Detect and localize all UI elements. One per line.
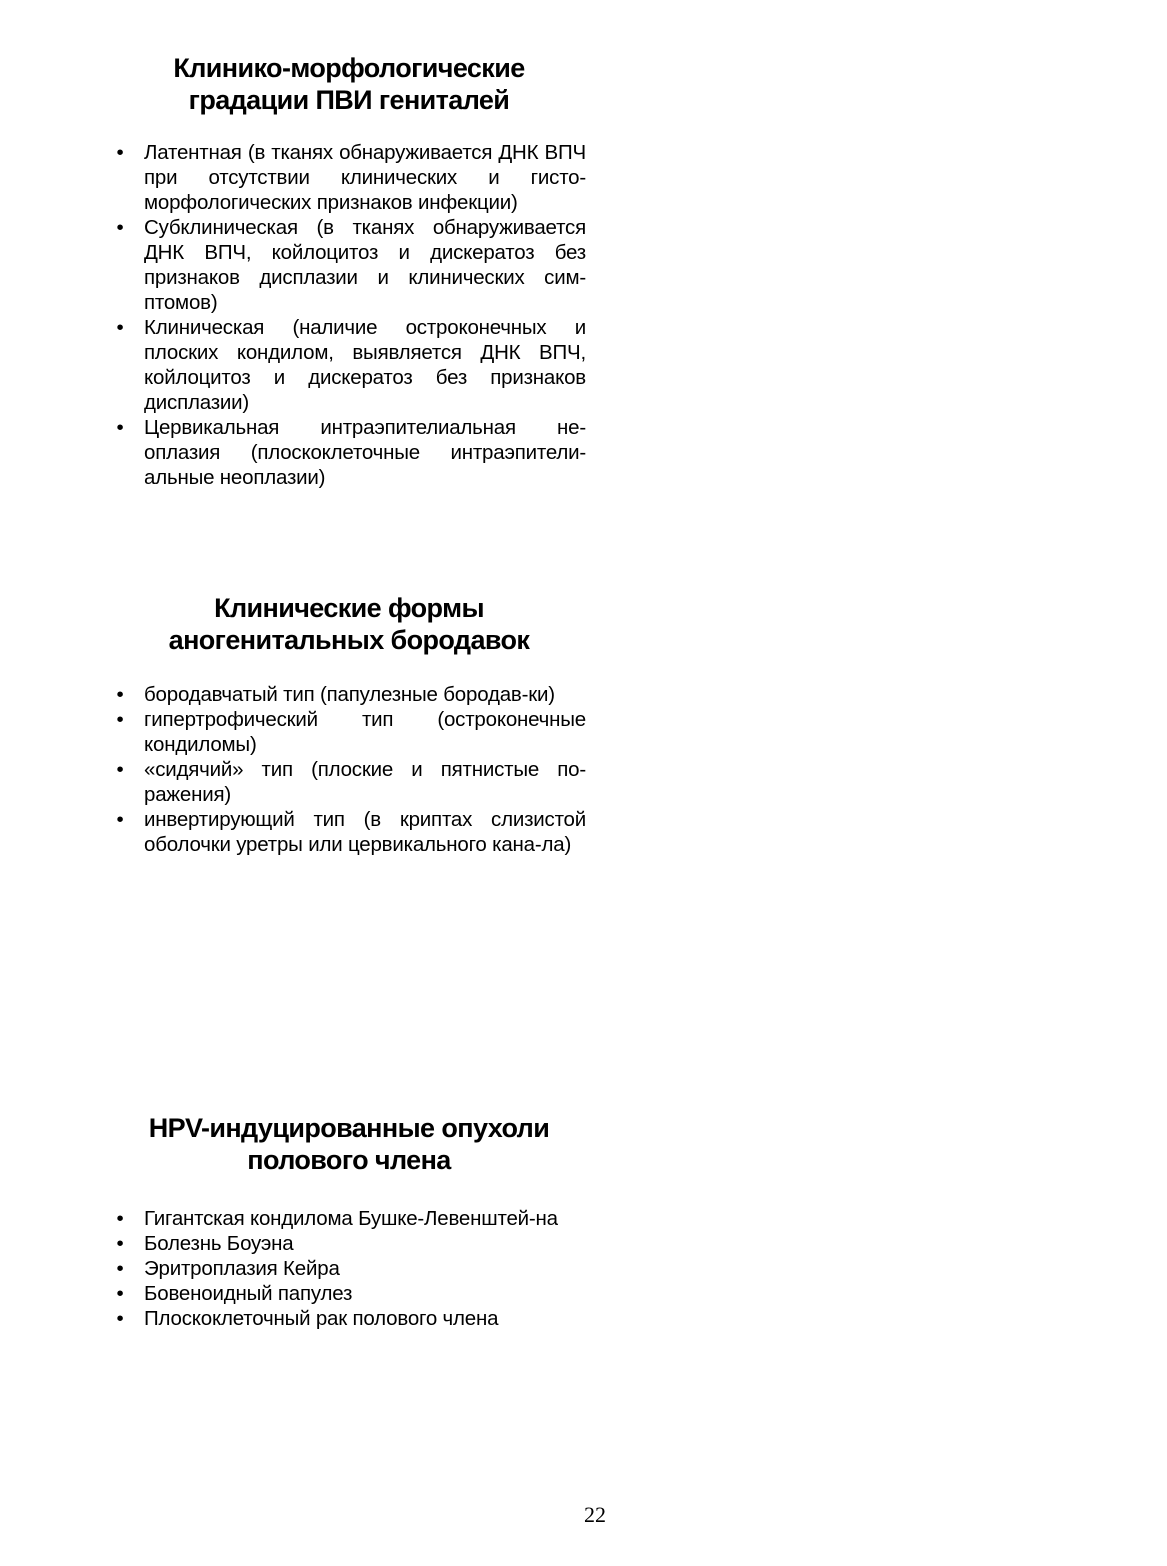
list-item bbox=[112, 315, 586, 415]
section-clinical-forms-warts bbox=[112, 592, 586, 857]
section-clinical-morphological-grades bbox=[112, 52, 586, 490]
section-title-line: аногенитальных бородавок bbox=[168, 625, 530, 655]
section-title bbox=[112, 52, 586, 116]
section-hpv-induced-tumors bbox=[112, 1112, 586, 1331]
bullet-icon: • bbox=[116, 1207, 124, 1230]
section-title-line: HPV-индуцированные опухоли bbox=[148, 1113, 550, 1143]
bullet-list bbox=[112, 140, 586, 490]
list-item-text: Болезнь Боуэна bbox=[144, 1232, 294, 1255]
bullet-icon: • bbox=[116, 708, 124, 731]
bullet-icon: • bbox=[116, 683, 124, 706]
list-item-text: «сидячий» тип (плоские и пятнистые по-ражения) bbox=[144, 758, 586, 806]
list-item bbox=[112, 707, 586, 757]
bullet-icon: • bbox=[116, 1307, 124, 1330]
bullet-icon: • bbox=[116, 758, 124, 781]
section-title bbox=[112, 1112, 586, 1176]
list-item-text: Бовеноидный папулез bbox=[144, 1282, 353, 1305]
page-number: 22 bbox=[584, 1502, 606, 1527]
list-item bbox=[112, 1256, 586, 1281]
list-item-text: Клиническая (наличие остроконечных и плоских кондилом, выявляется ДНК ВПЧ, койлоцитоз и дискератоз без признаков дисплазии) bbox=[144, 316, 586, 414]
bullet-icon: • bbox=[116, 216, 124, 239]
section-title-line: градации ПВИ гениталей bbox=[188, 85, 510, 115]
bullet-list bbox=[112, 682, 586, 857]
list-item-text: Латентная (в тканях обнаруживается ДНК ВПЧ при отсутствии клинических и гисто-морфологических признаков инфекции) bbox=[144, 141, 586, 214]
list-item bbox=[112, 215, 586, 315]
list-item-text: инвертирующий тип (в криптах слизистой оболочки уретры или цервикального кана-ла) bbox=[144, 808, 586, 856]
bullet-icon: • bbox=[116, 1282, 124, 1305]
list-item bbox=[112, 1231, 586, 1256]
bullet-icon: • bbox=[116, 808, 124, 831]
section-title bbox=[112, 592, 586, 656]
bullet-icon: • bbox=[116, 416, 124, 439]
list-item bbox=[112, 1281, 586, 1306]
section-title-line: Клинико-морфологические bbox=[173, 53, 525, 83]
list-item-text: Эритроплазия Кейра bbox=[144, 1257, 340, 1280]
list-item bbox=[112, 140, 586, 215]
bullet-icon: • bbox=[116, 1232, 124, 1255]
list-item-text: бородавчатый тип (папулезные бородав-ки) bbox=[144, 683, 555, 706]
list-item-text: Плоскоклеточный рак полового члена bbox=[144, 1307, 499, 1330]
list-item bbox=[112, 682, 586, 707]
bullet-icon: • bbox=[116, 316, 124, 339]
list-item-text: гипертрофический тип (остроконечные кондиломы) bbox=[144, 708, 586, 756]
list-item-text: Цервикальная интраэпителиальная не-оплазия (плоскоклеточные интраэпители-альные неоплазии) bbox=[144, 416, 586, 489]
list-item bbox=[112, 807, 586, 857]
bullet-list bbox=[112, 1206, 586, 1331]
bullet-icon: • bbox=[116, 141, 124, 164]
list-item-text: Гигантская кондилома Бушке-Левенштей-на bbox=[144, 1207, 558, 1230]
section-title-line: Клинические формы bbox=[214, 593, 484, 623]
list-item bbox=[112, 415, 586, 490]
list-item-text: Субклиническая (в тканях обнаруживается ДНК ВПЧ, койлоцитоз и дискератоз без признаков дисплазии и клинических сим-птомов) bbox=[144, 216, 586, 314]
list-item bbox=[112, 1306, 586, 1331]
section-title-line: полового члена bbox=[247, 1145, 451, 1175]
list-item bbox=[112, 1206, 586, 1231]
list-item bbox=[112, 757, 586, 807]
bullet-icon: • bbox=[116, 1257, 124, 1280]
